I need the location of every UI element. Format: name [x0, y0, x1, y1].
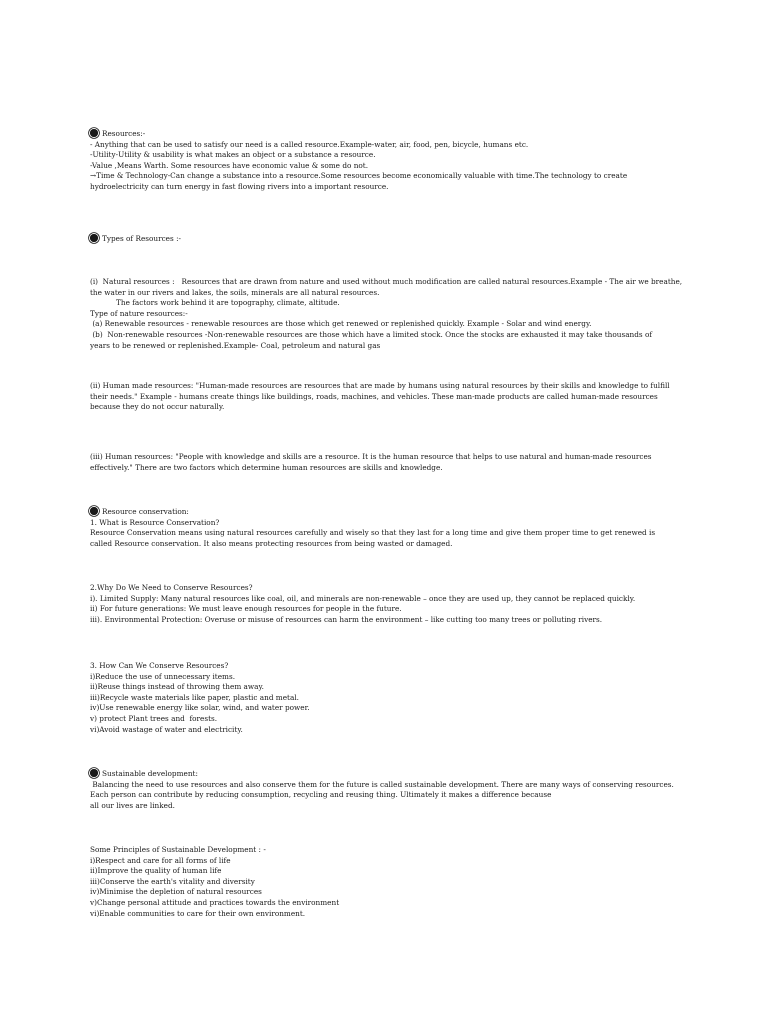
natural-line-2: the water in our rivers and lakes, the soils, minerals are all natural resources.: [90, 287, 380, 297]
resources-line-1: - Anything that can be used to satisfy our need is a called resource.Example-water, air, food, pen, bicycle, humans etc.: [90, 139, 529, 149]
natural-factors: The factors work behind it are topography, climate, altitude.: [116, 298, 340, 308]
principles-line-3: ii)Improve the quality of human life: [90, 866, 222, 876]
resources-section: [90, 129, 690, 193]
bullet-icon: [90, 769, 98, 777]
principles-line-1: Some Principles of Sustainable Development : -: [90, 845, 266, 854]
how-line-7: vi)Avoid wastage of water and electricity.: [90, 724, 243, 734]
principles-line-7: vi)Enable communities to care for their own environment.: [90, 908, 306, 918]
human-made-line-1: (ii) Human made resources: "Human-made resources are resources that are made by humans using natural resources by their skills and knowledge to fulfill: [90, 381, 670, 390]
conservation-line-1: 1. What is Resource Conservation?: [90, 517, 220, 527]
resources-line-5: hydroelectricity can turn energy in fast flowing rivers into a important resource.: [90, 181, 389, 191]
sustainable-section: [90, 769, 690, 811]
how-line-2: i)Reduce the use of unnecessary items.: [90, 671, 236, 681]
sustainable-line-3: all our lives are linked.: [90, 800, 175, 810]
resources-heading: Resources:-: [90, 129, 690, 140]
natural-renewable: (a) Renewable resources - renewable resources are those which get renewed or replenished quickly. Example - Solar and wind energy.: [90, 319, 592, 329]
principles-section: [90, 845, 690, 919]
why-line-2: i). Limited Supply: Many natural resources like coal, oil, and minerals are non-renewable – once they are used up, they cannot be replaced quickly.: [90, 593, 636, 603]
bullet-icon: [90, 507, 98, 515]
principles-line-2: i)Respect and care for all forms of life: [90, 855, 231, 865]
resources-line-2: -Utility-Utility & usability is what makes an object or a substance a resource.: [90, 150, 376, 160]
bullet-icon: [90, 234, 98, 242]
how-line-3: ii)Reuse things instead of throwing them away.: [90, 682, 264, 692]
conservation-line-3: called Resource conservation. It also means protecting resources from being wasted or damaged.: [90, 538, 453, 548]
how-line-5: iv)Use renewable energy like solar, wind, and water power.: [90, 703, 310, 713]
conservation-line-2: Resource Conservation means using natural resources carefully and wisely so that they last for a long time and give them proper time to get renewed is: [90, 528, 656, 538]
conservation-section: [90, 507, 690, 549]
human-made-section: [90, 381, 690, 413]
resources-line-4: →Time & Technology-Can change a substance into a resource.Some resources become economically valuable with time.The technology to create: [90, 171, 628, 181]
types-heading: Types of Resources :-: [90, 234, 690, 245]
how-line-6: v) protect Plant trees and forests.: [90, 713, 218, 723]
why-conserve-section: [90, 583, 690, 625]
sustainable-heading: Sustainable development:: [90, 769, 690, 780]
principles-line-5: iv)Minimise the depletion of natural resources: [90, 887, 262, 897]
natural-nonrenewable-2: years to be renewed or replenished.Example- Coal, petroleum and natural gas: [90, 340, 381, 350]
how-line-4: iii)Recycle waste materials like paper, plastic and metal.: [90, 692, 299, 702]
sustainable-line-1: Balancing the need to use resources and also conserve them for the future is called sustainable development. There are many ways of conserving resources.: [90, 779, 674, 789]
conservation-heading: Resource conservation:: [90, 507, 690, 518]
how-conserve-section: [90, 661, 690, 735]
human-resources-section: [90, 452, 690, 473]
types-section: [90, 234, 690, 245]
human-line-2: effectively." There are two factors which determine human resources are skills and knowledge.: [90, 462, 443, 472]
sustainable-line-2: Each person can contribute by reducing consumption, recycling and reusing thing. Ultimately it makes a difference because: [90, 790, 552, 800]
why-line-3: ii) For future generations: We must leave enough resources for people in the future.: [90, 604, 402, 614]
principles-line-6: v)Change personal attitude and practices towards the environment: [90, 897, 340, 907]
resources-line-3: -Value ,Means Warth. Some resources have economic value & some do not.: [90, 160, 369, 170]
why-line-1: 2.Why Do We Need to Conserve Resources?: [90, 583, 253, 592]
bullet-icon: [90, 129, 98, 137]
human-line-1: (iii) Human resources: "People with knowledge and skills are a resource. It is the human resource that helps to use natural and human-made resources: [90, 452, 652, 461]
human-made-line-3: because they do not occur naturally.: [90, 402, 225, 412]
why-line-4: iii). Environmental Protection: Overuse or misuse of resources can harm the environment – like cutting too many trees or polluting rivers.: [90, 614, 603, 624]
natural-line-1: (i) Natural resources : Resources that are drawn from nature and used without much modification are called natural resources.Example - The air we breathe,: [90, 277, 683, 286]
how-line-1: 3. How Can We Conserve Resources?: [90, 661, 229, 670]
human-made-line-2: their needs." Example - humans create things like buildings, roads, machines, and vehicles. These man-made products are called human-made resources: [90, 391, 658, 401]
principles-line-4: iii)Conserve the earth's vitality and diversity: [90, 876, 255, 886]
natural-nonrenewable-1: (b) Non-renewable resources -Non-renewable resources are those which have a limited stock. Once the stocks are exhausted it may take thousands of: [90, 329, 653, 339]
natural-types-heading: Type of nature resources:-: [90, 308, 188, 318]
natural-resources-section: [90, 277, 690, 351]
